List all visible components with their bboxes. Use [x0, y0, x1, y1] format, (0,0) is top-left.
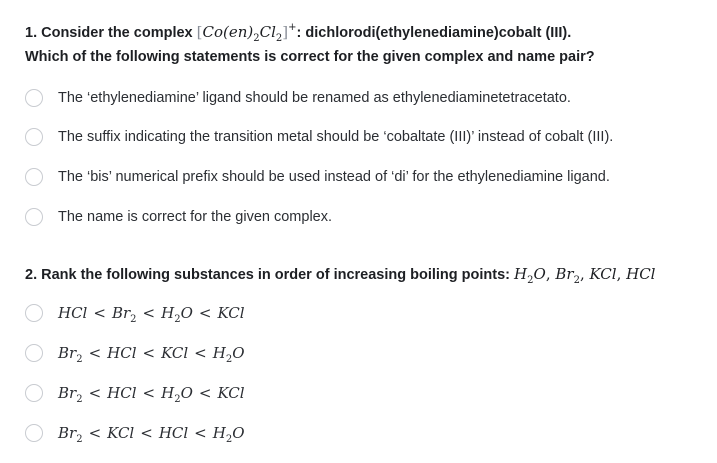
less-than-operator: < [93, 304, 106, 322]
formula-open-bracket: [ [196, 23, 203, 41]
q1-option-2-label: The suffix indicating the transition metal should be ‘cobaltate (III)’ instead of cobalt (III). [58, 129, 614, 145]
ranking-formula: HCl [107, 344, 137, 362]
formula-close-bracket: ] [282, 23, 289, 41]
less-than-operator: < [140, 424, 153, 442]
q2-option-2[interactable] [25, 341, 245, 365]
q2-option-4[interactable] [25, 421, 245, 445]
radio-button[interactable] [25, 344, 43, 362]
formula-sub-2: 2 [275, 33, 283, 44]
radio-button[interactable] [25, 424, 43, 442]
substance-formula: HCl [626, 265, 656, 283]
ranking-formula: KCl [107, 424, 135, 442]
radio-button[interactable] [25, 128, 43, 146]
question-1-prompt: Which of the following statements is correct for the given complex and name pair? [25, 49, 595, 65]
substance-formula: $H_2O$ [514, 265, 546, 286]
q2-option-4-ranking [58, 424, 245, 445]
radio-button[interactable] [25, 208, 43, 226]
less-than-operator: < [88, 424, 102, 442]
formula-mid: Cl [259, 23, 276, 41]
question-2-title [25, 262, 655, 289]
formula-sub-1: 2 [253, 33, 260, 44]
ranking-formula: $Br_2$ [58, 344, 83, 365]
ranking-formula: $H_2O$ [161, 304, 193, 325]
question-1-title [25, 20, 571, 47]
ranking-formula: HCl [158, 424, 189, 442]
less-than-operator: < [194, 344, 207, 362]
substance-formula: $Br_2$ [555, 265, 580, 286]
radio-button[interactable] [25, 384, 43, 402]
q1-option-3[interactable] [25, 165, 610, 189]
ranking-formula: KCl [217, 384, 245, 402]
radio-button[interactable] [25, 89, 43, 107]
q1-option-4[interactable] [25, 205, 332, 229]
ranking-formula: $H_2O$ [161, 384, 193, 405]
q2-option-3-ranking [58, 384, 245, 405]
less-than-operator: < [142, 344, 156, 362]
radio-button[interactable] [25, 304, 43, 322]
complex-formula [196, 22, 297, 44]
less-than-operator: < [194, 424, 207, 442]
ranking-formula: $Br_2$ [111, 304, 137, 325]
q1-option-2[interactable] [25, 125, 613, 149]
formula-charge: + [288, 22, 297, 33]
less-than-operator: < [88, 344, 102, 362]
ranking-formula: $Br_2$ [58, 424, 83, 445]
substance-formula: KCl [589, 265, 617, 283]
ranking-formula: $H_2O$ [212, 424, 245, 445]
less-than-operator: < [142, 304, 156, 322]
formula-main: Co(en) [202, 23, 254, 41]
q2-option-2-ranking [58, 344, 245, 365]
ranking-formula: $Br_2$ [58, 384, 83, 405]
q1-option-4-label: The name is correct for the given complex. [58, 209, 333, 225]
q2-option-3[interactable] [25, 381, 245, 405]
q2-option-1[interactable] [25, 301, 245, 325]
less-than-operator: < [88, 384, 102, 402]
question-1-suffix: : dichlorodi(ethylenediamine)cobalt (III). [296, 25, 572, 41]
question-1-prefix: 1. Consider the complex [25, 25, 197, 41]
radio-button[interactable] [25, 168, 43, 186]
ranking-formula: HCl [58, 304, 88, 322]
ranking-formula: KCl [161, 344, 189, 362]
less-than-operator: < [142, 384, 156, 402]
ranking-formula: $H_2O$ [212, 344, 245, 365]
ranking-formula: HCl [107, 384, 137, 402]
ranking-formula: KCl [217, 304, 245, 322]
substance-list: $H_2O$, $Br_2$, KCl, HCl [514, 265, 656, 286]
less-than-operator: < [198, 304, 212, 322]
q1-option-3-label: The ‘bis’ numerical prefix should be used instead of ‘di’ for the ethylenediamine ligand. [58, 169, 610, 185]
q1-option-1-label: The ‘ethylenediamine’ ligand should be renamed as ethylenediaminetetracetato. [58, 90, 571, 106]
question-2-prefix: 2. Rank the following substances in order of increasing boiling points: [25, 267, 515, 283]
q1-option-1[interactable] [25, 86, 571, 110]
less-than-operator: < [198, 384, 212, 402]
q2-option-1-ranking [58, 304, 245, 325]
